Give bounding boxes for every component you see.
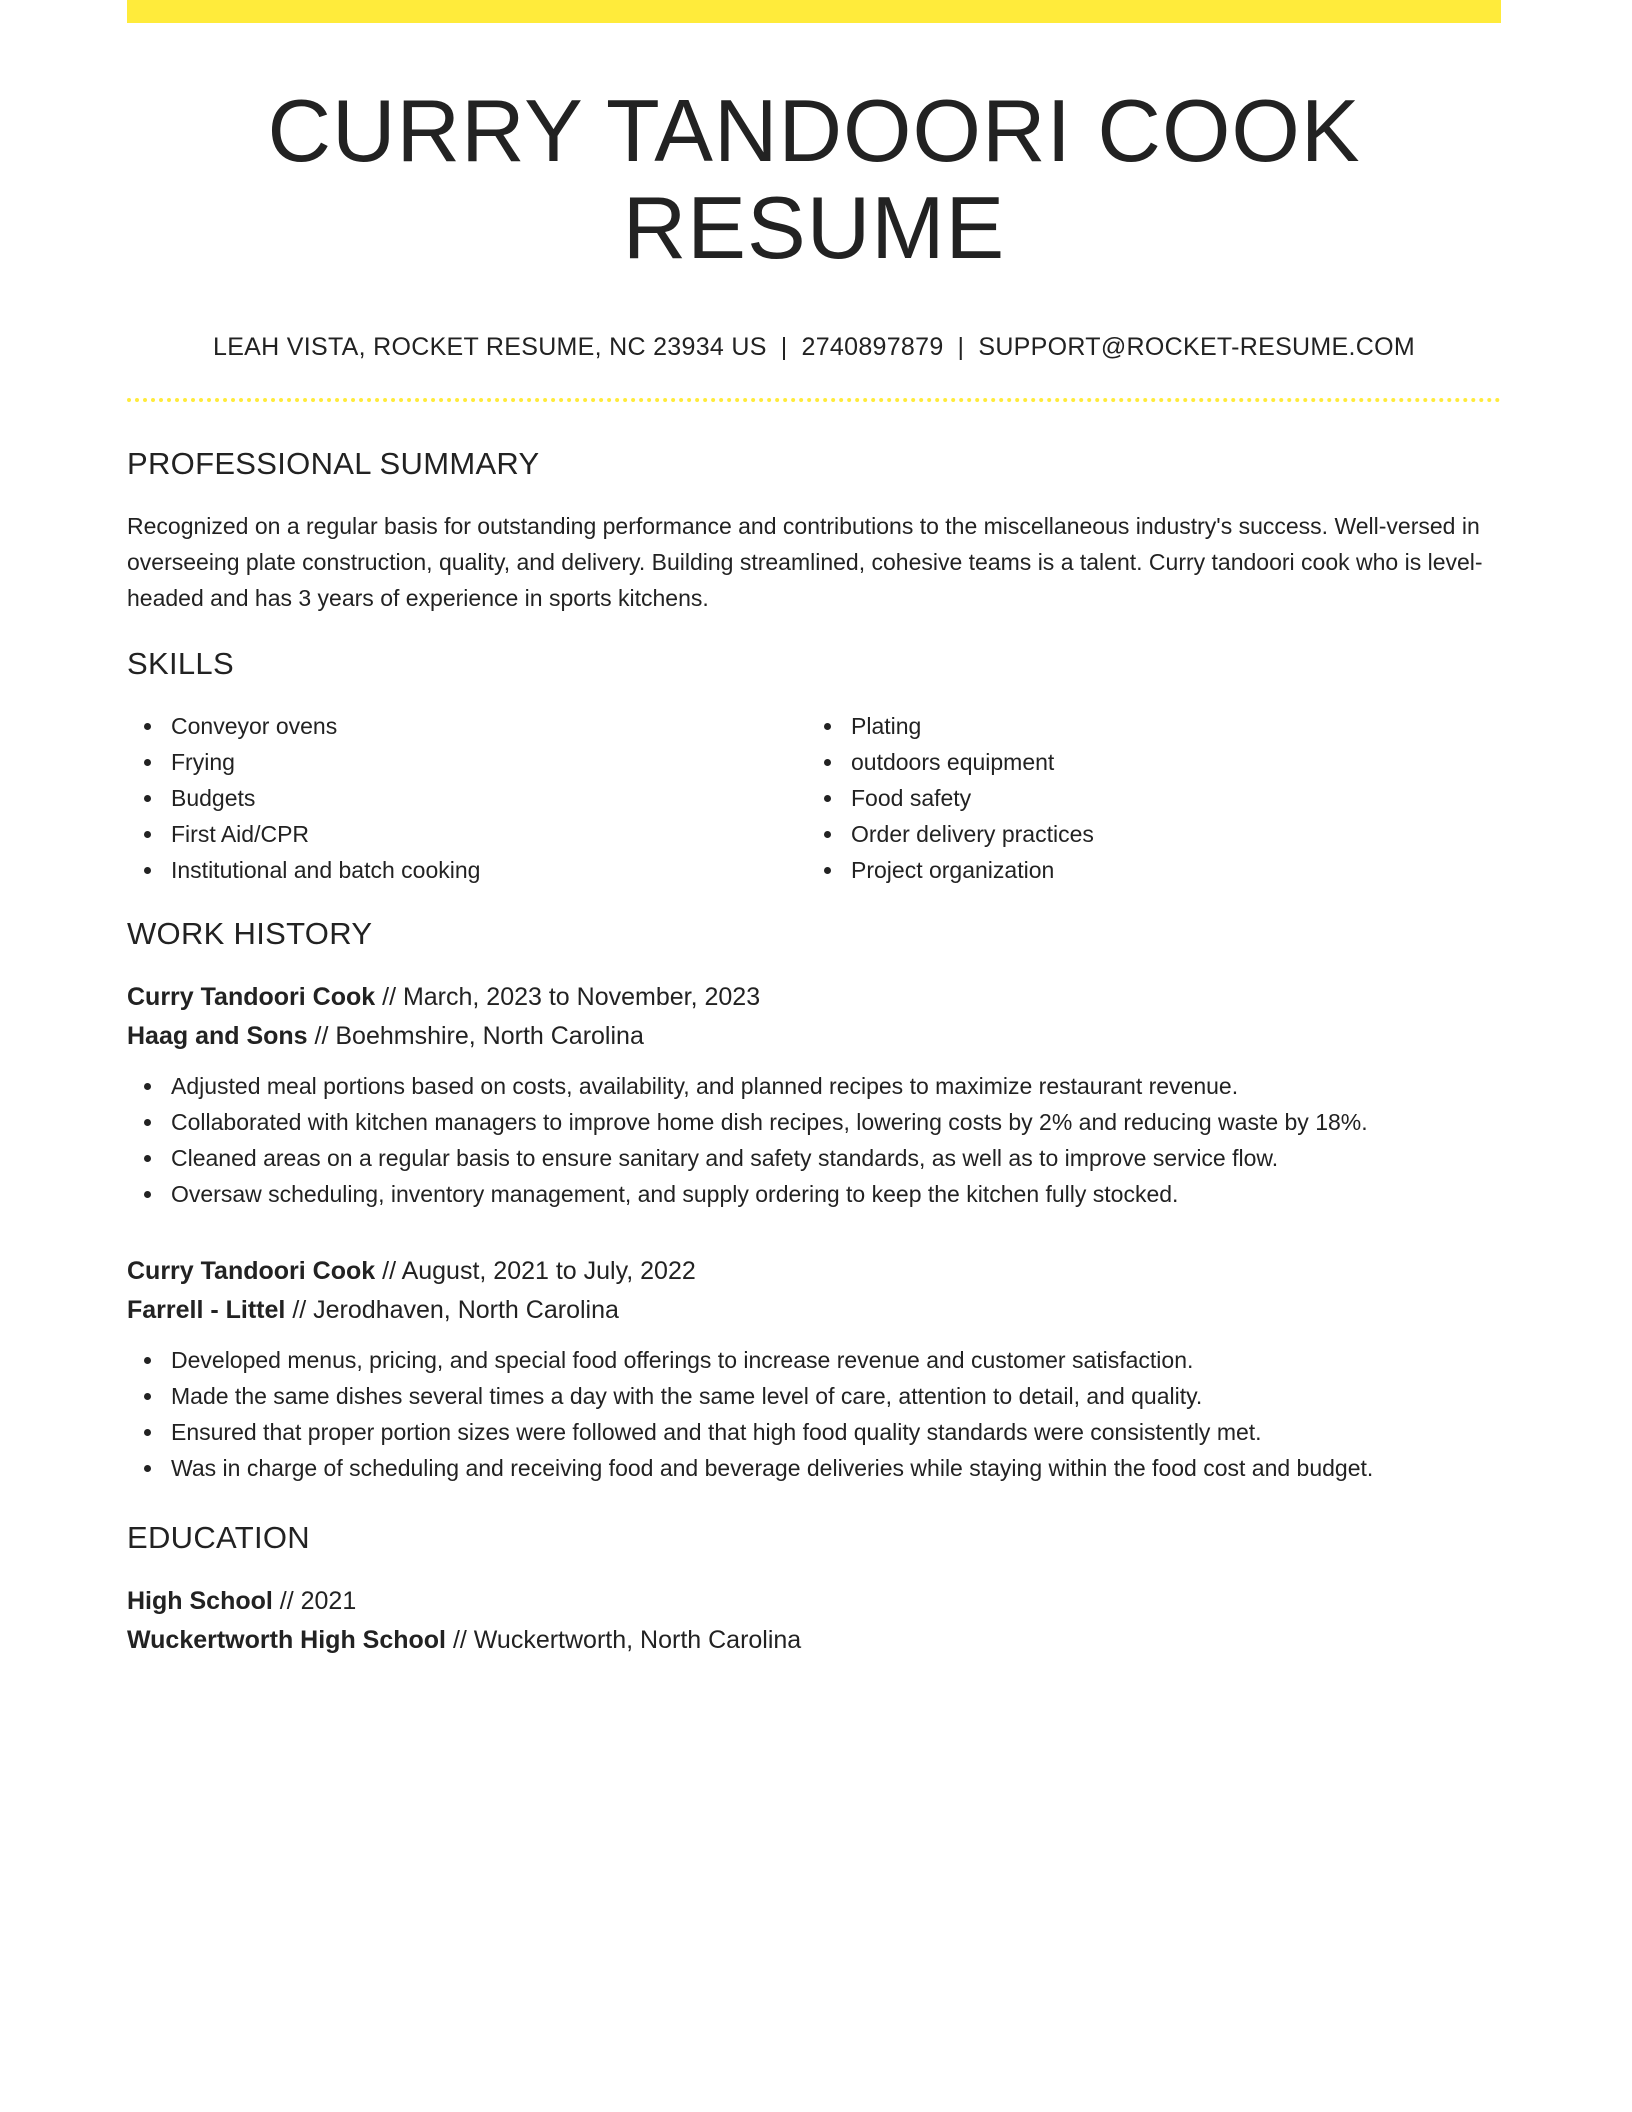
job-title-line — [127, 1252, 1501, 1291]
section-heading-work-history: WORK HISTORY — [127, 915, 373, 951]
job-bullet: Collaborated with kitchen managers to improve home dish recipes, lowering costs by 2% and reducing waste by 18%. — [171, 1104, 1501, 1140]
job-title: Curry Tandoori Cook — [127, 1256, 376, 1285]
education-entry — [127, 1582, 1501, 1660]
job-bullets — [127, 1342, 1501, 1486]
job-bullet: Cleaned areas on a regular basis to ensure sanitary and safety standards, as well as to improve service flow. — [171, 1140, 1501, 1176]
job-bullets — [127, 1068, 1501, 1212]
skill-item: Conveyor ovens — [171, 708, 804, 744]
job-location: // Jerodhaven, North Carolina — [285, 1295, 619, 1324]
job-entry — [127, 1252, 1501, 1486]
job-company: Farrell - Littel — [127, 1295, 286, 1324]
job-title-line — [127, 978, 1501, 1017]
summary-text: Recognized on a regular basis for outstanding performance and contributions to the miscellaneous industry's success. Well-versed in overseeing plate construction, quality, and delivery. Building streamlined, cohesive teams is a talent. Curry tandoori cook who is level-headed and has 3 years of experience in sports kitchens. — [127, 512, 1483, 611]
job-company: Haag and Sons — [127, 1021, 308, 1050]
section-heading-skills: SKILLS — [127, 645, 234, 681]
job-dates: // March, 2023 to November, 2023 — [375, 982, 761, 1011]
skills-column-right — [804, 708, 1484, 888]
resume-title: CURRY TANDOORI COOK RESUME — [267, 81, 1361, 277]
skill-item: Plating — [851, 708, 1484, 744]
resume-page — [127, 0, 1501, 1660]
job-entry — [127, 978, 1501, 1212]
section-heading-summary: PROFESSIONAL SUMMARY — [127, 445, 540, 481]
skills-column-left — [127, 708, 804, 888]
job-dates: // August, 2021 to July, 2022 — [375, 1256, 696, 1285]
dotted-divider — [127, 398, 1501, 402]
skills-list — [127, 708, 1501, 888]
job-location: // Boehmshire, North Carolina — [307, 1021, 644, 1050]
contact-separator: | — [957, 332, 965, 361]
education-year: // 2021 — [272, 1586, 357, 1615]
skill-item: Order delivery practices — [851, 816, 1484, 852]
skill-item: First Aid/CPR — [171, 816, 804, 852]
contact-address: LEAH VISTA, ROCKET RESUME, NC 23934 US — [213, 332, 767, 361]
contact-line — [127, 333, 1501, 362]
education-school-line — [127, 1621, 1501, 1660]
education-degree-line — [127, 1582, 1501, 1621]
job-title: Curry Tandoori Cook — [127, 982, 376, 1011]
education-degree: High School — [127, 1586, 273, 1615]
job-bullet: Oversaw scheduling, inventory management, and supply ordering to keep the kitchen fully stocked. — [171, 1176, 1501, 1212]
skill-item: Budgets — [171, 780, 804, 816]
job-bullet: Ensured that proper portion sizes were followed and that high food quality standards were consistently met. — [171, 1414, 1501, 1450]
job-company-line — [127, 1017, 1501, 1056]
contact-email: SUPPORT@ROCKET-RESUME.COM — [978, 332, 1415, 361]
education-school: Wuckertworth High School — [127, 1625, 446, 1654]
job-bullet: Developed menus, pricing, and special food offerings to increase revenue and customer satisfaction. — [171, 1342, 1501, 1378]
job-bullet: Was in charge of scheduling and receiving food and beverage deliveries while staying within the food cost and budget. — [171, 1450, 1501, 1486]
skill-item: Frying — [171, 744, 804, 780]
skill-item: Institutional and batch cooking — [171, 852, 804, 888]
skill-item: Project organization — [851, 852, 1484, 888]
skill-item: Food safety — [851, 780, 1484, 816]
job-bullet: Adjusted meal portions based on costs, availability, and planned recipes to maximize restaurant revenue. — [171, 1068, 1501, 1104]
contact-phone: 2740897879 — [801, 332, 944, 361]
job-bullet: Made the same dishes several times a day with the same level of care, attention to detail, and quality. — [171, 1378, 1501, 1414]
job-company-line — [127, 1291, 1501, 1330]
education-location: // Wuckertworth, North Carolina — [446, 1625, 802, 1654]
contact-separator: | — [780, 332, 788, 361]
section-heading-education: EDUCATION — [127, 1519, 310, 1555]
top-accent-bar — [127, 0, 1501, 23]
skill-item: outdoors equipment — [851, 744, 1484, 780]
